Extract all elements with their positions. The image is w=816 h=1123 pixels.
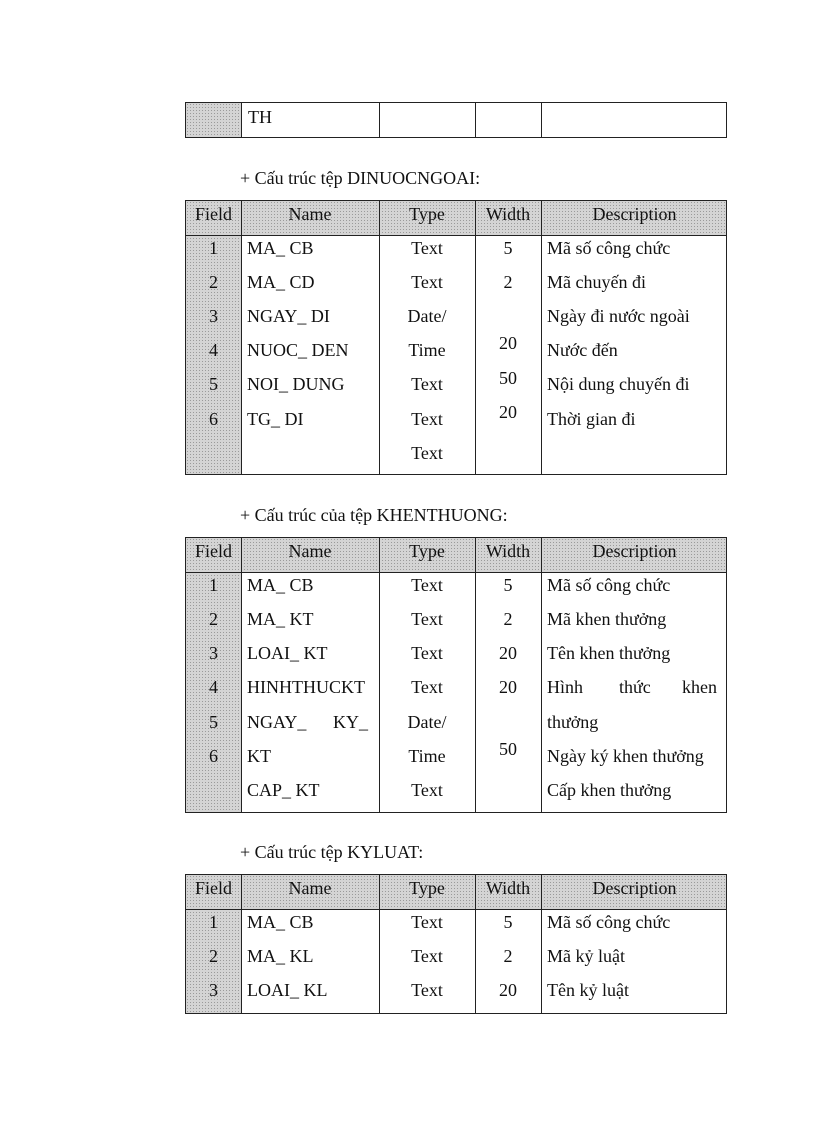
width-cell: 5 bbox=[503, 912, 513, 932]
description-cell: Mã kỷ luật bbox=[547, 946, 625, 966]
header-type: Type bbox=[409, 541, 445, 561]
type-cell: Text bbox=[411, 780, 443, 800]
description-cell: Ngày ký khen thưởng bbox=[547, 746, 704, 766]
field-num: 2 bbox=[209, 609, 218, 629]
type-cell: Text bbox=[411, 677, 443, 697]
description-cell: Mã số công chức bbox=[547, 912, 671, 932]
type-cell: Text bbox=[411, 272, 443, 292]
header-field: Field bbox=[194, 204, 232, 224]
type-cell: Text bbox=[411, 575, 443, 595]
name-cell: NOI_ DUNG bbox=[247, 374, 345, 394]
header-field: Field bbox=[194, 878, 232, 898]
width-cell: 50 bbox=[499, 739, 517, 759]
field-num: 1 bbox=[209, 238, 218, 258]
type-cell: Time bbox=[408, 746, 446, 766]
field-num: 6 bbox=[209, 409, 218, 429]
field-num: 1 bbox=[209, 912, 218, 932]
name-cell: LOAI_ KL bbox=[247, 980, 328, 1000]
top-table-fragment bbox=[185, 102, 727, 138]
field-num: 2 bbox=[209, 272, 218, 292]
width-cell: 20 bbox=[499, 677, 517, 697]
section-title-dinuocngoai: + Cấu trúc tệp DINUOCNGOAI: bbox=[240, 168, 481, 188]
name-cell: KT bbox=[247, 746, 271, 766]
description-cell: Mã số công chức bbox=[547, 575, 671, 595]
name-cell: NUOC_ DEN bbox=[247, 340, 349, 360]
name-cell: NGAY_ bbox=[247, 712, 307, 732]
name-cell: MA_ CB bbox=[247, 912, 314, 932]
description-cell: Thời gian đi bbox=[547, 409, 636, 429]
width-cell: 5 bbox=[503, 575, 513, 595]
width-cell: 20 bbox=[499, 980, 517, 1000]
header-type: Type bbox=[409, 878, 445, 898]
width-cell: 20 bbox=[499, 333, 517, 353]
table-dinuocngoai bbox=[185, 200, 727, 475]
name-cell: MA_ CD bbox=[247, 272, 315, 292]
header-width: Width bbox=[485, 541, 531, 561]
description-cell: thưởng bbox=[547, 712, 599, 732]
width-cell: 2 bbox=[503, 609, 513, 629]
field-num: 4 bbox=[209, 677, 218, 697]
section-title-khenthuong: + Cấu trúc của tệp KHENTHUONG: bbox=[240, 505, 508, 525]
table-kyluat bbox=[185, 874, 727, 1014]
width-cell: 20 bbox=[499, 402, 517, 422]
type-cell: Text bbox=[411, 409, 443, 429]
name-cell: HINHTHUCKT bbox=[247, 677, 365, 697]
name-cell: TH bbox=[248, 107, 272, 127]
name-cell: TG_ DI bbox=[247, 409, 304, 429]
type-cell: Text bbox=[411, 443, 443, 463]
description-cell: Tên kỷ luật bbox=[547, 980, 629, 1000]
name-cell: MA_ CB bbox=[247, 575, 314, 595]
width-cell: 50 bbox=[499, 368, 517, 388]
header-width: Width bbox=[485, 878, 531, 898]
type-cell: Text bbox=[411, 238, 443, 258]
field-num: 5 bbox=[209, 712, 218, 732]
description-cell: Hình bbox=[547, 677, 583, 697]
description-cell: Mã khen thưởng bbox=[547, 609, 667, 629]
description-cell: thức bbox=[619, 677, 651, 697]
header-field: Field bbox=[194, 541, 232, 561]
description-cell: Tên khen thưởng bbox=[547, 643, 671, 663]
type-cell: Date/ bbox=[407, 306, 447, 326]
width-cell: 2 bbox=[503, 946, 513, 966]
table-khenthuong bbox=[185, 537, 727, 813]
header-name: Name bbox=[288, 541, 332, 561]
name-cell: CAP_ KT bbox=[247, 780, 320, 800]
description-cell: Nội dung chuyến đi bbox=[547, 374, 690, 394]
field-column bbox=[186, 103, 241, 137]
name-cell: MA_ CB bbox=[247, 238, 314, 258]
header-description: Description bbox=[592, 878, 677, 898]
name-cell: NGAY_ DI bbox=[247, 306, 330, 326]
field-num: 1 bbox=[209, 575, 218, 595]
type-cell: Date/ bbox=[407, 712, 447, 732]
field-num: 2 bbox=[209, 946, 218, 966]
type-cell: Text bbox=[411, 643, 443, 663]
description-cell: Mã chuyến đi bbox=[547, 272, 646, 292]
field-num: 5 bbox=[209, 374, 218, 394]
width-cell: 5 bbox=[503, 238, 513, 258]
field-num: 3 bbox=[209, 306, 218, 326]
header-description: Description bbox=[592, 204, 677, 224]
field-num: 3 bbox=[209, 643, 218, 663]
type-cell: Text bbox=[411, 374, 443, 394]
field-num: 6 bbox=[209, 746, 218, 766]
name-cell: MA_ KL bbox=[247, 946, 314, 966]
type-cell: Time bbox=[408, 340, 446, 360]
header-width: Width bbox=[485, 204, 531, 224]
section-title-kyluat: + Cấu trúc tệp KYLUAT: bbox=[240, 842, 424, 862]
width-cell: 20 bbox=[499, 643, 517, 663]
header-name: Name bbox=[288, 878, 332, 898]
type-cell: Text bbox=[411, 980, 443, 1000]
field-num: 3 bbox=[209, 980, 218, 1000]
name-cell: LOAI_ KT bbox=[247, 643, 328, 663]
description-cell: Mã số công chức bbox=[547, 238, 671, 258]
field-num: 4 bbox=[209, 340, 218, 360]
name-cell: KY_ bbox=[333, 712, 368, 732]
name-cell: MA_ KT bbox=[247, 609, 314, 629]
description-cell: Nước đến bbox=[547, 340, 618, 360]
type-cell: Text bbox=[411, 946, 443, 966]
description-cell: Cấp khen thưởng bbox=[547, 780, 672, 800]
type-cell: Text bbox=[411, 609, 443, 629]
header-description: Description bbox=[592, 541, 677, 561]
header-type: Type bbox=[409, 204, 445, 224]
description-cell: khen bbox=[682, 677, 717, 697]
type-cell: Text bbox=[411, 912, 443, 932]
description-cell: Ngày đi nước ngoài bbox=[547, 306, 690, 326]
header-name: Name bbox=[288, 204, 332, 224]
width-cell: 2 bbox=[503, 272, 513, 292]
